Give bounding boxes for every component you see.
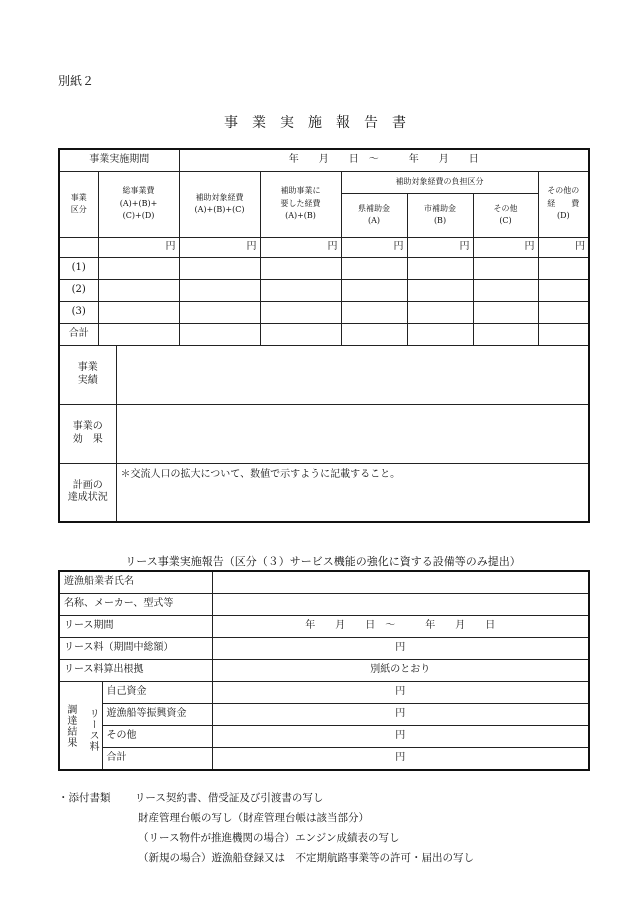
- header-total: 総事業費 (A)+(B)+ (C)+(D): [98, 171, 179, 237]
- cell[interactable]: [179, 279, 260, 301]
- cell[interactable]: [179, 301, 260, 323]
- unit-yen: 円: [538, 237, 589, 257]
- funding-row-label: その他: [102, 726, 212, 748]
- funding-row-value[interactable]: 円: [212, 704, 589, 726]
- cell[interactable]: [473, 257, 538, 279]
- unit-yen: 円: [179, 237, 260, 257]
- lease-caption: リース事業実施報告（区分（３）サービス機能の強化に資する設備等のみ提出）: [125, 555, 521, 568]
- lease-period-label: リース期間: [59, 616, 212, 638]
- note-line: （新規の場合）遊漁船登録又は 不定期航路事業等の許可・届出の写し: [138, 852, 474, 864]
- cell[interactable]: [473, 279, 538, 301]
- header-category: 事業 区分: [59, 171, 98, 237]
- cell[interactable]: [407, 301, 473, 323]
- row-label-total: 合計: [59, 323, 98, 345]
- document-title: 事業実施報告書: [224, 115, 420, 131]
- cell[interactable]: [473, 323, 538, 345]
- operator-field[interactable]: [212, 571, 589, 594]
- cell[interactable]: [98, 257, 179, 279]
- funding-row-label: 遊漁船等振興資金: [102, 704, 212, 726]
- funding-row-label: 合計: [102, 748, 212, 771]
- cell[interactable]: [407, 279, 473, 301]
- cell[interactable]: [179, 257, 260, 279]
- cell[interactable]: [260, 279, 341, 301]
- cell[interactable]: [341, 257, 407, 279]
- achievement-label: 計画の 達成状況: [59, 463, 116, 522]
- header-city: 市補助金 (B): [407, 193, 473, 237]
- cell[interactable]: [179, 323, 260, 345]
- note-text: リース契約書、借受証及び引渡書の写し: [134, 792, 324, 804]
- model-field[interactable]: [212, 594, 589, 616]
- note-line: （リース物件が推進機関の場合）エンジン成績表の写し: [138, 832, 400, 844]
- notes-heading: ・添付書類: [58, 792, 111, 804]
- effect-field[interactable]: [116, 404, 589, 463]
- cell[interactable]: [260, 257, 341, 279]
- funding-row-label: 自己資金: [102, 682, 212, 704]
- cell[interactable]: [341, 301, 407, 323]
- funding-row-value[interactable]: 円: [212, 748, 589, 771]
- lease-table: [58, 570, 590, 771]
- operator-label: 遊漁船業者氏名: [59, 571, 212, 594]
- header-required: 補助事業に 要した経費 (A)+(B): [260, 171, 341, 237]
- cell[interactable]: [407, 257, 473, 279]
- funding-label-a: 調達結果: [64, 703, 76, 748]
- lease-basis-field[interactable]: 別紙のとおり: [212, 660, 589, 682]
- attachments-notes: [58, 788, 474, 868]
- row-label-1: (1): [59, 257, 98, 279]
- cell[interactable]: [538, 279, 589, 301]
- row-label-3: (3): [59, 301, 98, 323]
- cell[interactable]: [260, 301, 341, 323]
- effect-label: 事業の 効 果: [59, 404, 116, 463]
- unit-yen: 円: [407, 237, 473, 257]
- cell[interactable]: [341, 279, 407, 301]
- header-other: その他 (C): [473, 193, 538, 237]
- period-label: 事業実施期間: [59, 149, 179, 171]
- unit-row-label: [59, 237, 98, 257]
- note-line: [58, 788, 474, 808]
- lease-fee-field[interactable]: 円: [212, 638, 589, 660]
- lease-period-field[interactable]: 年 月 日 ～ 年 月 日: [212, 616, 589, 638]
- row-label-2: (2): [59, 279, 98, 301]
- cell[interactable]: [260, 323, 341, 345]
- cell[interactable]: [98, 301, 179, 323]
- attachment-label: 別紙２: [58, 74, 95, 88]
- achievement-note: ＊交流人口の拡大について、数値で示すように記載すること。: [120, 468, 401, 480]
- results-field[interactable]: [116, 345, 589, 404]
- lease-fee-label: リース料（期間中総額）: [59, 638, 212, 660]
- cell[interactable]: [473, 301, 538, 323]
- cell[interactable]: [98, 323, 179, 345]
- report-table: [58, 148, 590, 523]
- lease-basis-label: リース料算出根拠: [59, 660, 212, 682]
- model-label: 名称、メーカー、型式等: [59, 594, 212, 616]
- header-subsidy-target: 補助対象経費 (A)+(B)+(C): [179, 171, 260, 237]
- unit-yen: 円: [341, 237, 407, 257]
- cell[interactable]: [98, 279, 179, 301]
- unit-yen: 円: [260, 237, 341, 257]
- header-pref: 県補助金 (A): [341, 193, 407, 237]
- unit-yen: 円: [98, 237, 179, 257]
- funding-group-label: [59, 682, 102, 771]
- achievement-field[interactable]: [116, 463, 589, 522]
- funding-row-value[interactable]: 円: [212, 726, 589, 748]
- funding-row-value[interactable]: 円: [212, 682, 589, 704]
- cell[interactable]: [538, 323, 589, 345]
- cell[interactable]: [341, 323, 407, 345]
- cell[interactable]: [407, 323, 473, 345]
- header-misc: その他の 経 費 (D): [538, 171, 589, 237]
- note-line: 財産管理台帳の写し（財産管理台帳は該当部分）: [138, 812, 369, 824]
- unit-yen: 円: [473, 237, 538, 257]
- cell[interactable]: [538, 257, 589, 279]
- results-label: 事業 実績: [59, 345, 116, 404]
- funding-label-b: リース料: [87, 707, 99, 752]
- period-value[interactable]: 年 月 日 ～ 年 月 日: [179, 149, 589, 171]
- header-burden-group: 補助対象経費の負担区分: [341, 171, 538, 193]
- cell[interactable]: [538, 301, 589, 323]
